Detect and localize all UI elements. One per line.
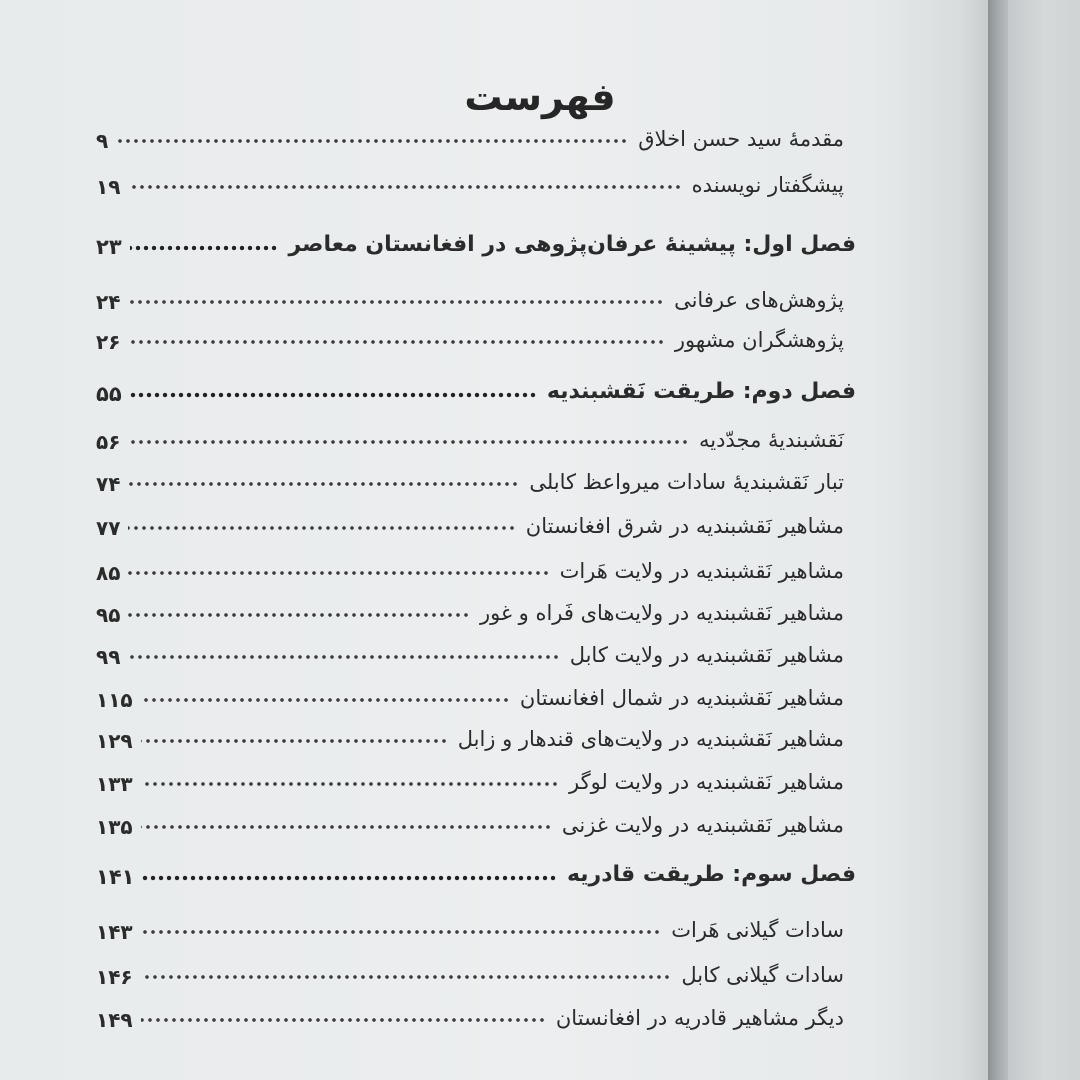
toc-page-number: ۹ (96, 129, 109, 153)
dot-leader (141, 1017, 546, 1023)
toc-page-number: ۲۴ (96, 290, 121, 314)
toc-chapter-heading (96, 377, 856, 427)
toc-entry (96, 325, 856, 375)
toc-page-number: ۱۹ (96, 175, 121, 199)
toc-chapter-heading (96, 860, 856, 910)
next-page-edge (1008, 0, 1080, 1080)
toc-entry-title: تبار نَقشبندیهٔ سادات میرواعظ کابلی (529, 470, 844, 494)
toc-page-number: ۷۴ (96, 472, 121, 496)
dot-leader (141, 738, 448, 744)
toc-page-number: ۱۱۵ (96, 688, 133, 712)
page-title: فهرست (464, 75, 616, 120)
toc-entry (96, 124, 856, 174)
toc-entry-title: فصل دوم: طریقت نَقشبندیه (546, 379, 856, 404)
toc-entry (96, 467, 856, 517)
dot-leader (128, 570, 550, 576)
dot-leader (128, 654, 560, 660)
toc-page-number: ۱۲۹ (96, 729, 133, 753)
toc-entry-title: مشاهیر نَقشبندیه در ولایت هَرات (559, 559, 844, 583)
dot-leader (141, 781, 559, 787)
toc-entry-title: مشاهیر نَقشبندیه در ولایت لوگر (569, 770, 844, 794)
toc-page-number: ۱۳۳ (96, 772, 133, 796)
toc-entry (96, 915, 856, 965)
dot-leader (141, 824, 552, 830)
toc-page-number: ۵۶ (96, 430, 121, 454)
toc-page-number: ۹۵ (96, 603, 121, 627)
toc-entry-title: مشاهیر نَقشبندیه در ولایت غزنی (561, 813, 844, 837)
toc-page-number: ۹۹ (96, 645, 121, 669)
toc-chapter-heading (96, 230, 856, 280)
toc-entry (96, 170, 856, 220)
dot-leader (130, 391, 537, 398)
toc-entry (96, 511, 856, 561)
toc-entry-title: نَقشبندیهٔ مجدّدیه (699, 428, 844, 452)
toc-entry (96, 810, 856, 860)
toc-entry-title: دیگر مشاهیر قادریه در افغانستان (555, 1006, 844, 1030)
dot-leader (128, 184, 682, 190)
toc-page-number: ۵۵ (96, 382, 122, 406)
toc-page-number: ۱۴۳ (96, 920, 133, 944)
toc-page-number: ۲۳ (96, 235, 122, 259)
toc-page-number: ۱۳۵ (96, 815, 133, 839)
dot-leader (116, 138, 628, 144)
toc-entry-title: مشاهیر نَقشبندیه در ولایت‌های قندهار و زابل (457, 727, 844, 751)
toc-entry (96, 1003, 856, 1053)
toc-entry-title: مقدمهٔ سید حسن اخلاق (638, 127, 844, 151)
toc-page-number: ۱۴۹ (96, 1008, 133, 1032)
toc-entry-title: سادات گیلانی کابل (681, 963, 844, 987)
toc-entry-title: پیشگفتار نویسنده (691, 173, 844, 197)
book-gutter (988, 0, 1008, 1080)
dot-leader (128, 481, 519, 487)
toc-page-number: ۱۴۶ (96, 965, 133, 989)
dot-leader (141, 697, 510, 703)
toc-entry-title: سادات گیلانی هَرات (671, 918, 844, 942)
toc-entry-title: مشاهیر نَقشبندیه در ولایت‌های فَراه و غور (480, 601, 844, 625)
dot-leader (128, 612, 470, 618)
dot-leader (128, 525, 516, 531)
dot-leader (142, 874, 557, 881)
dot-leader (141, 929, 661, 935)
dot-leader (128, 339, 665, 345)
dot-leader (130, 244, 278, 251)
toc-entry-title: پژوهش‌های عرفانی (674, 288, 844, 312)
dot-leader (128, 439, 689, 445)
toc-entry-title: پژوهشگران مشهور (674, 328, 844, 352)
dot-leader (141, 974, 671, 980)
toc-entry-title: مشاهیر نَقشبندیه در ولایت کابل (569, 643, 844, 667)
toc-entry-title: مشاهیر نَقشبندیه در شمال افغانستان (519, 686, 844, 710)
dot-leader (128, 299, 664, 305)
toc-entry-title: فصل سوم: طریقت قادریه (566, 862, 856, 887)
toc-entry-title: مشاهیر نَقشبندیه در شرق افغانستان (525, 514, 844, 538)
toc-page-number: ۷۷ (96, 516, 121, 540)
toc-page-number: ۸۵ (96, 561, 121, 585)
toc-page-number: ۲۶ (96, 330, 121, 354)
toc-page-number: ۱۴۱ (96, 865, 135, 889)
toc-entry-title: فصل اول: پیشینهٔ عرفان‌پژوهی در افغانستان معاصر (288, 232, 856, 257)
